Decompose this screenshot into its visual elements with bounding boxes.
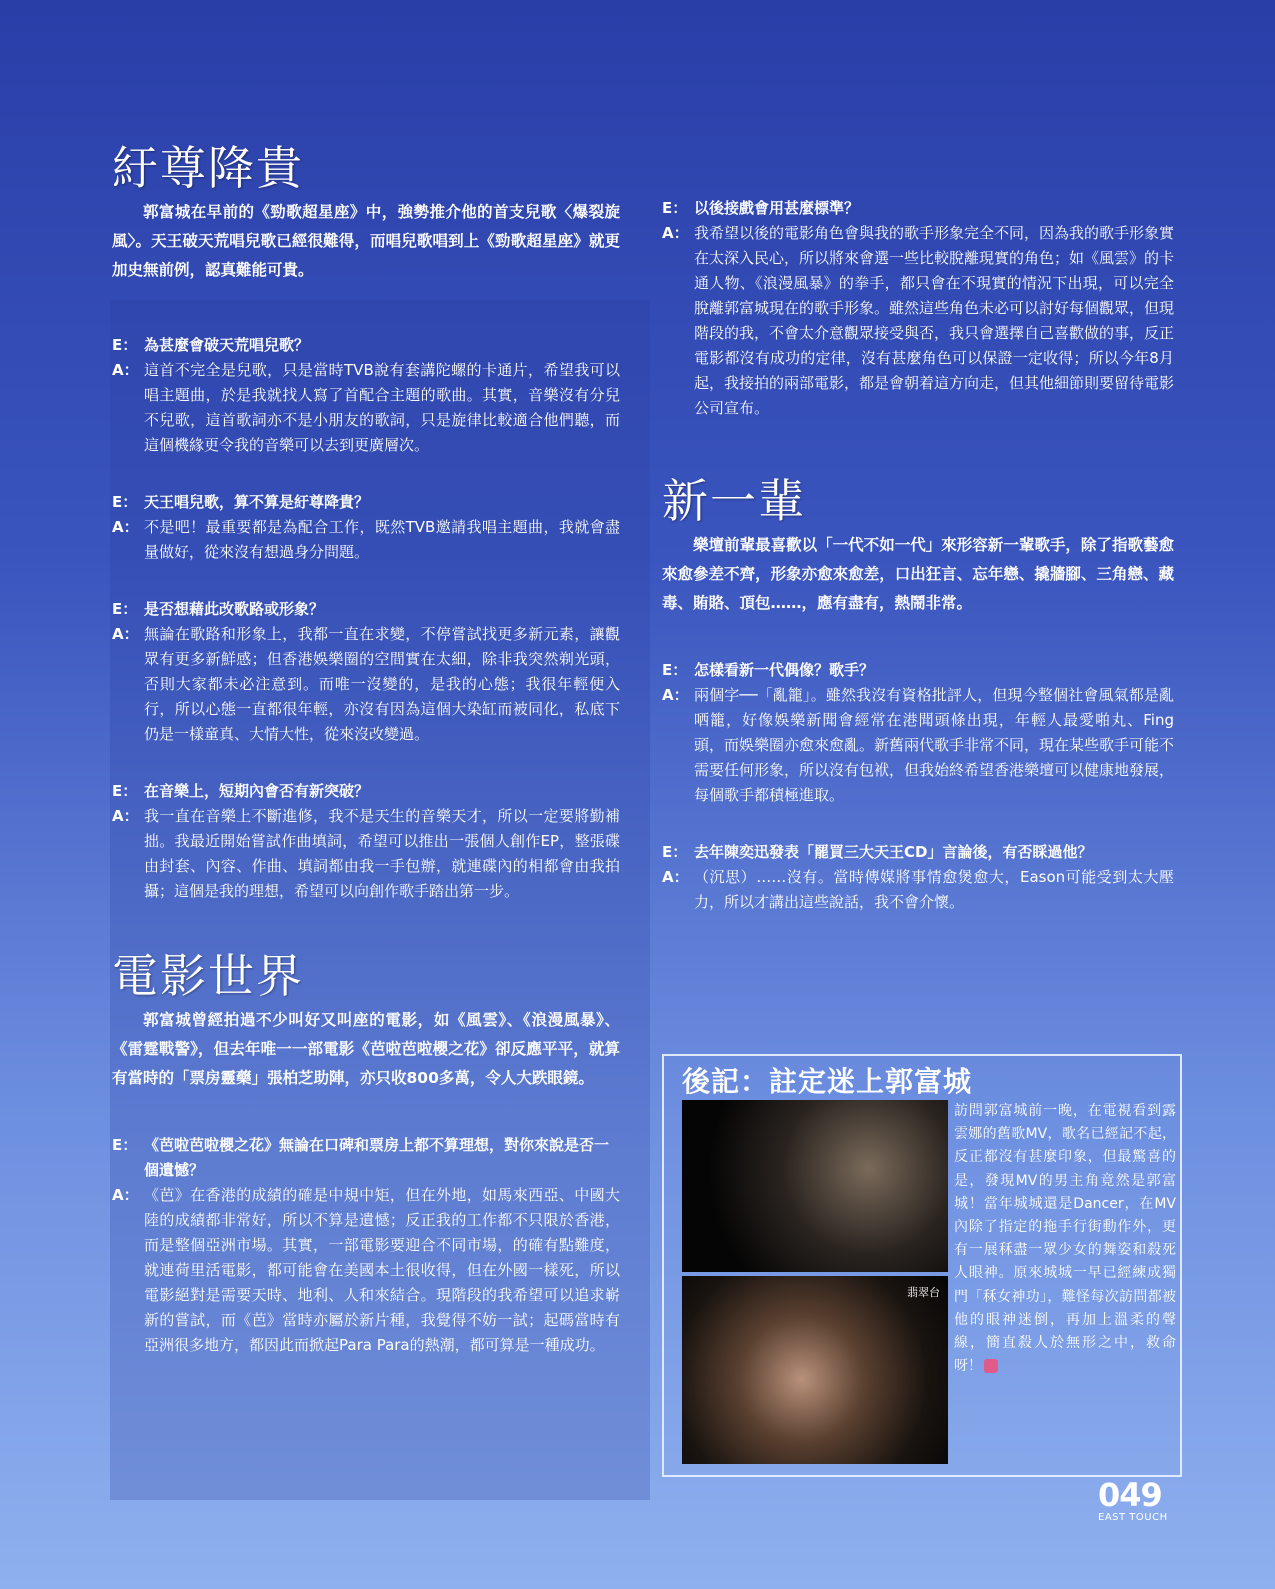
question-label: E： [112, 600, 138, 618]
answer-text: 《芭》在香港的成績的確是中規中矩，但在外地，如馬來西亞、中國大陸的成績都非常好，所以不算是遺憾；反正我的工作都不只限於香港，而是整個亞洲市場。其實，一部電影要迎合不同市場，的確有點難度，就連荷里活電影，都可能會在美國本土很收得，但在外國一樣死，所以電影絕對是需要天時、地利、人和來結合。現階段的我希望可以追求嶄新的嘗試，而《芭》當時亦屬於新片種，我覺得不妨一試；起碼當時有亞洲很多地方，都因此而掀起Para Para的熱潮，都可算是一種成功。 [144, 1186, 620, 1354]
answer-label: A： [662, 224, 689, 242]
postscript-title: 後記：註定迷上郭富城 [682, 1065, 973, 1098]
qa-item [112, 597, 620, 747]
question-text: 以後接戲會用甚麼標準？ [694, 199, 860, 217]
section-intro-1: 郭富城在早前的《勁歌超星座》中，強勢推介他的首支兒歌〈爆裂旋風〉。天王破天荒唱兒歌已經很難得，而唱兒歌唱到上《勁歌超星座》就更加史無前例，認真難能可貴。 [112, 203, 620, 279]
question-text: 為甚麼會破天荒唱兒歌？ [144, 336, 310, 354]
page-number: 049 [1098, 1476, 1162, 1514]
postscript-box [662, 1054, 1182, 1477]
mv-photo-top [682, 1100, 948, 1272]
mv-photo-bottom [682, 1276, 948, 1464]
answer-label: A： [112, 361, 139, 379]
answer-label: A： [112, 518, 139, 536]
question-label: E： [662, 661, 688, 679]
answer-text: 不是吧！最重要都是為配合工作，既然TVB邀請我唱主題曲，我就會盡量做好，從來沒有想過身分問題。 [144, 518, 620, 561]
section-title-1: 紆尊降貴 [112, 141, 304, 195]
answer-text: 我一直在音樂上不斷進修，我不是天生的音樂天才，所以一定要將勤補拙。我最近開始嘗試作曲填詞，希望可以推出一張個人創作EP，整張碟由封套、內容、作曲、填詞都由我一手包辦，就連碟內的相都會由我拍攝；這個是我的理想，希望可以向創作歌手踏出第一步。 [144, 807, 620, 900]
answer-text: 這首不完全是兒歌，只是當時TVB說有套講陀螺的卡通片，希望我可以唱主題曲，於是我就找人寫了首配合主題的歌曲。其實，音樂沒有分兒不兒歌，這首歌詞亦不是小朋友的歌詞，只是旋律比較適合他們聽，而這個機緣更令我的音樂可以去到更廣層次。 [144, 361, 620, 454]
answer-text: 我希望以後的電影角色會與我的歌手形象完全不同，因為我的歌手形象實在太深入民心，所以將來會選一些比較脫離現實的角色；如《風雲》的卡通人物、《浪漫風暴》的拳手，都只會在不現實的情況下出現，可以完全脫離郭富城現在的歌手形象。雖然這些角色未必可以討好每個觀眾，但現階段的我，不會太介意觀眾接受與否，我只會選擇自己喜歡做的事，反正電影都沒有成功的定律，沒有甚麼角色可以保證一定收得；所以今年8月起，我接拍的兩部電影，都是會朝着這方向走，但其他細節則要留待電影公司宣布。 [694, 224, 1175, 417]
answer-label: A： [662, 686, 689, 704]
answer-label: A： [112, 807, 139, 825]
question-text: 天王唱兒歌，算不算是紆尊降貴？ [144, 493, 370, 511]
qa-item [662, 840, 1174, 915]
qa-item [112, 490, 620, 565]
answer-text: 無論在歌路和形象上，我都一直在求變，不停嘗試找更多新元素，讓觀眾有更多新鮮感；但香港娛樂圈的空間實在太細，除非我突然剃光頭，否則大家都未必注意到。而唯一沒變的，是我的心態；我很年輕便入行，所以心態一直都很年輕，亦沒有因為這個大染缸而被同化，私底下仍是一樣童真、大情大性，從來沒改變過。 [144, 625, 620, 743]
question-label: E： [662, 843, 688, 861]
left-column [112, 140, 620, 1358]
answer-text: （沉思）……沒有。當時傳媒將事情愈煲愈大，Eason可能受到太大壓力，所以才講出這些說話，我不會介懷。 [694, 868, 1174, 911]
magazine-name: EAST TOUCH [1098, 1512, 1168, 1523]
tv-channel-logo: 翡翠台 [907, 1286, 940, 1299]
section-title-2: 電影世界 [112, 949, 304, 1003]
question-label: E： [112, 493, 138, 511]
qa-item [662, 196, 1174, 421]
answer-text: 兩個字──「亂籠」。雖然我沒有資格批評人，但現今整個社會風氣都是亂哂籠，好像娛樂新聞會經常在港聞頭條出現，年輕人最愛啪丸、Fing頭，而娛樂圈亦愈來愈亂。新舊兩代歌手非常不同，現在某些歌手可能不需要任何形象，所以沒有包袱，但我始終希望香港樂壇可以健康地發展，每個歌手都積極進取。 [694, 686, 1175, 804]
qa-item [112, 333, 620, 458]
question-text: 在音樂上，短期內會否有新突破？ [144, 782, 370, 800]
qa-item [112, 779, 620, 904]
question-label: E： [662, 199, 688, 217]
question-label: E： [112, 1136, 138, 1154]
question-text: 怎樣看新一代偶像？歌手？ [694, 661, 875, 679]
answer-label: A： [112, 625, 139, 643]
postscript-text [954, 1100, 1176, 1378]
question-text: 是否想藉此改歌路或形象？ [144, 600, 325, 618]
question-label: E： [112, 336, 138, 354]
section-title-3: 新一輩 [662, 474, 806, 528]
question-text: 《芭啦芭啦櫻之花》無論在口碑和票房上都不算理想，對你來說是否一個遺憾？ [144, 1136, 610, 1179]
section-intro-2: 郭富城曾經拍過不少叫好又叫座的電影，如《風雲》、《浪漫風暴》、《雷霆戰警》，但去年唯一一部電影《芭啦芭啦櫻之花》卻反應平平，就算有當時的「票房靈藥」張柏芝助陣，亦只收800多萬，令人大跌眼鏡。 [112, 1011, 620, 1087]
answer-label: A： [662, 868, 689, 886]
postscript-body: 訪問郭富城前一晚，在電視看到露雲娜的舊歌MV，歌名已經記不起，反正都沒有甚麼印象，但最驚喜的是，發現MV的男主角竟然是郭富城！當年城城還是Dancer，在MV內除了指定的拖手行街動作外，更有一展秝盡一眾少女的舞姿和殺死人眼神。原來城城一早已經練成獨門「秝女神功」，難怪每次訪問都被他的眼神迷倒，再加上溫柔的聲線，簡直殺人於無形之中，救命呀！ [954, 1103, 1176, 1375]
question-label: E： [112, 782, 138, 800]
right-column [662, 196, 1174, 915]
qa-item [662, 658, 1174, 808]
section-intro-3: 樂壇前輩最喜歡以「一代不如一代」來形容新一輩歌手，除了指歌藝愈來愈參差不齊，形象亦愈來愈差，口出狂言、忘年戀、撬牆腳、三角戀、藏毒、賄賂、頂包……，應有盡有，熱鬧非常。 [662, 536, 1174, 612]
qa-item [112, 1133, 620, 1358]
answer-label: A： [112, 1186, 139, 1204]
question-text: 去年陳奕迅發表「罷買三大天王CD」言論後，有否睬過他？ [694, 843, 1093, 861]
magazine-logo-icon [984, 1359, 998, 1373]
